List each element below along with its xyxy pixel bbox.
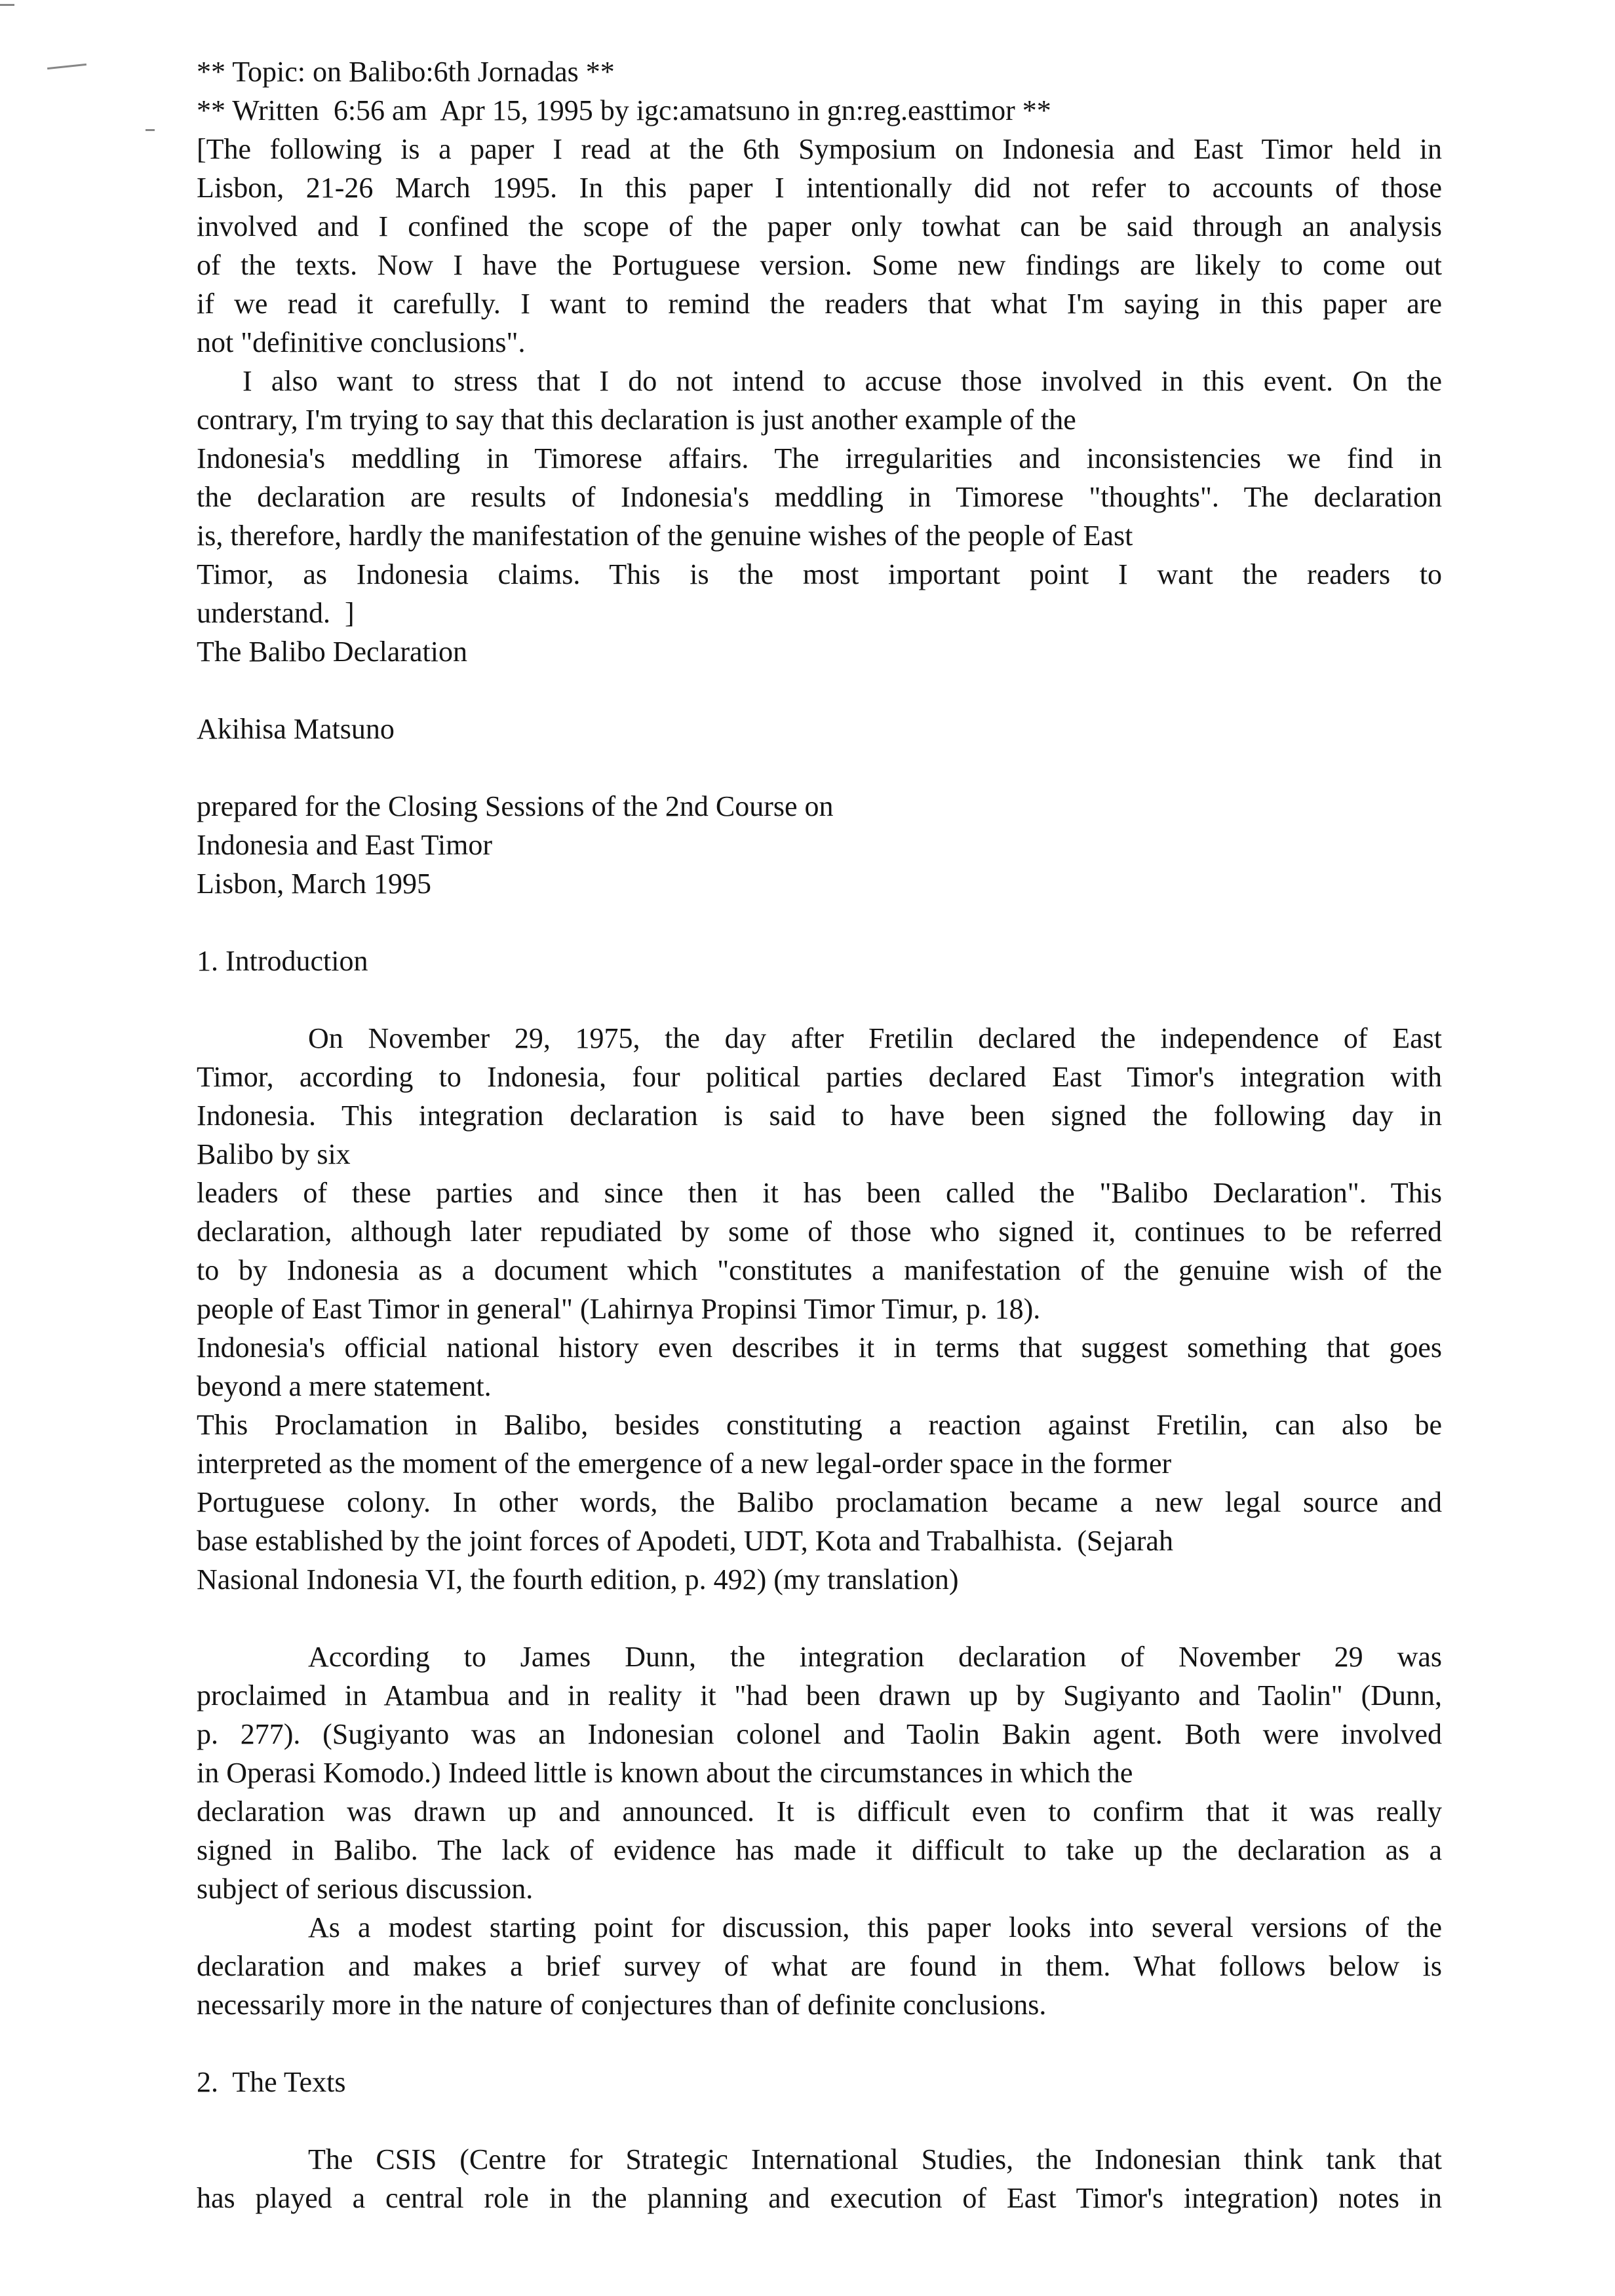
- text-line: is, therefore, hardly the manifestation of the genuine wishes of the people of East: [197, 520, 1133, 552]
- text-line: Lisbon, March 1995: [197, 868, 432, 900]
- text-line: beyond a mere statement.: [197, 1370, 492, 1402]
- scan-mark-margin: [47, 64, 87, 69]
- text-line: Indonesia and East Timor: [197, 829, 492, 861]
- text-line: understand. ]: [197, 597, 355, 629]
- text-line: people of East Timor in general" (Lahirnya Propinsi Timor Timur, p. 18).: [197, 1293, 1041, 1325]
- text-line: As a modest starting point for discussion, this paper looks into several versions of the: [308, 1911, 1442, 1943]
- text-line: necessarily more in the nature of conjectures than of definite conclusions.: [197, 1989, 1047, 2021]
- text-line: declaration, although later repudiated by some of those who signed it, continues to be referred: [197, 1215, 1442, 1248]
- text-line: Indonesia's meddling in Timorese affairs. The irregularities and inconsistencies we find in: [197, 442, 1442, 474]
- text-line: interpreted as the moment of the emergence of a new legal-order space in the former: [197, 1447, 1172, 1480]
- text-line: leaders of these parties and since then it has been called the "Balibo Declaration". This: [197, 1177, 1442, 1209]
- text-line: Portuguese colony. In other words, the Balibo proclamation became a new legal source and: [197, 1486, 1442, 1518]
- text-line: Balibo by six: [197, 1138, 351, 1170]
- text-line: I also want to stress that I do not intend to accuse those involved in this event. On the: [243, 365, 1442, 397]
- text-line: of the texts. Now I have the Portuguese version. Some new findings are likely to come out: [197, 249, 1442, 281]
- text-line: The CSIS (Centre for Strategic International Studies, the Indonesian think tank that: [308, 2143, 1442, 2175]
- text-line: to by Indonesia as a document which "constitutes a manifestation of the genuine wish of the: [197, 1254, 1442, 1286]
- text-line: if we read it carefully. I want to remind the readers that what I'm saying in this paper are: [197, 288, 1442, 320]
- text-line: in Operasi Komodo.) Indeed little is known about the circumstances in which the: [197, 1757, 1133, 1789]
- text-line: According to James Dunn, the integration declaration of November 29 was: [308, 1641, 1442, 1673]
- text-line: proclaimed in Atambua and in reality it "had been drawn up by Sugiyanto and Taolin" (Dunn,: [197, 1679, 1442, 1712]
- document-body: [197, 52, 1442, 2217]
- text-line: prepared for the Closing Sessions of the 2nd Course on: [197, 790, 834, 822]
- scan-mark-margin-dash: [146, 129, 155, 131]
- text-line: the declaration are results of Indonesia's meddling in Timorese "thoughts". The declaration: [197, 481, 1442, 513]
- text-line: This Proclamation in Balibo, besides constituting a reaction against Fretilin, can also be: [197, 1409, 1442, 1441]
- section-heading-texts: 2. The Texts: [197, 2066, 346, 2098]
- text-line: contrary, I'm trying to say that this declaration is just another example of the: [197, 404, 1076, 436]
- text-line: not "definitive conclusions".: [197, 326, 526, 358]
- header-written: ** Written 6:56 am Apr 15, 1995 by igc:amatsuno in gn:reg.easttimor **: [197, 94, 1051, 126]
- text-line: Nasional Indonesia VI, the fourth edition, p. 492) (my translation): [197, 1563, 959, 1596]
- text-line: Timor, according to Indonesia, four political parties declared East Timor's integration with: [197, 1061, 1442, 1093]
- text-line: signed in Balibo. The lack of evidence has made it difficult to take up the declaration as a: [197, 1834, 1442, 1866]
- text-line: base established by the joint forces of Apodeti, UDT, Kota and Trabalhista. (Sejarah: [197, 1525, 1173, 1557]
- text-line: Lisbon, 21-26 March 1995. In this paper I intentionally did not refer to accounts of those: [197, 172, 1442, 204]
- section-heading-introduction: 1. Introduction: [197, 945, 368, 977]
- text-line: [The following is a paper I read at the 6th Symposium on Indonesia and East Timor held in: [197, 133, 1442, 165]
- text-line: p. 277). (Sugiyanto was an Indonesian colonel and Taolin Bakin agent. Both were involved: [197, 1718, 1442, 1750]
- document-title: The Balibo Declaration: [197, 636, 467, 668]
- text-line: has played a central role in the planning and execution of East Timor's integration) notes in: [197, 2182, 1442, 2214]
- scan-mark-top-left: [0, 4, 14, 6]
- text-line: Timor, as Indonesia claims. This is the most important point I want the readers to: [197, 558, 1442, 590]
- prepared-for-block: [197, 787, 1442, 903]
- text-line: declaration was drawn up and announced. It is difficult even to confirm that it was really: [197, 1795, 1442, 1827]
- intro-note: [197, 130, 1442, 632]
- section-texts: [197, 2140, 1442, 2217]
- text-line: declaration and makes a brief survey of what are found in them. What follows below is: [197, 1950, 1442, 1982]
- section-introduction: [197, 1019, 1442, 2024]
- header-topic: ** Topic: on Balibo:6th Jornadas **: [197, 56, 615, 88]
- text-line: involved and I confined the scope of the paper only towhat can be said through an analysis: [197, 210, 1442, 242]
- text-line: On November 29, 1975, the day after Fretilin declared the independence of East: [308, 1022, 1442, 1054]
- text-line: Indonesia's official national history even describes it in terms that suggest something that goes: [197, 1331, 1442, 1364]
- author-name: Akihisa Matsuno: [197, 713, 395, 745]
- text-line: Indonesia. This integration declaration is said to have been signed the following day in: [197, 1100, 1442, 1132]
- text-line: subject of serious discussion.: [197, 1873, 534, 1905]
